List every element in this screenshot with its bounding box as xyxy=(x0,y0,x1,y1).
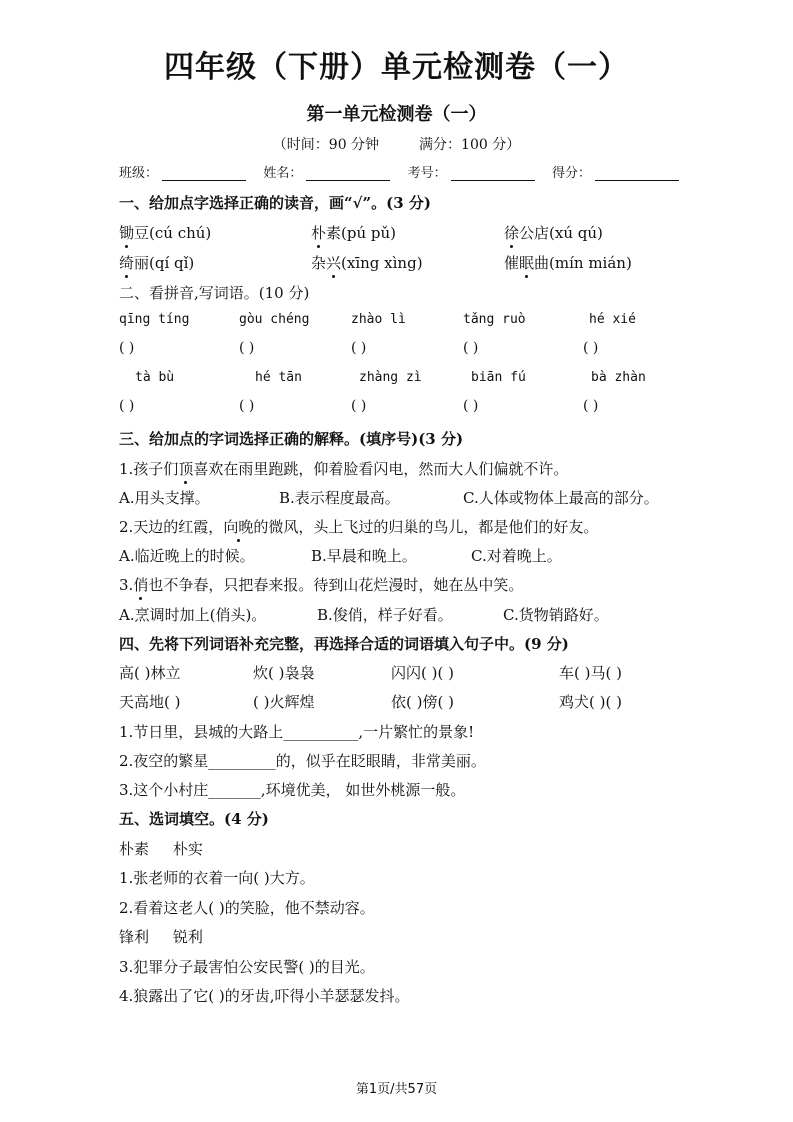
answer-paren[interactable]: ( ) xyxy=(351,340,367,356)
answer-paren[interactable]: ( ) xyxy=(463,340,479,356)
student-info-line xyxy=(119,162,679,181)
s4-sentence-3[interactable]: 3.这个小村庄_______,环境优美， 如世外桃源一般。 xyxy=(119,781,466,799)
idiom-blank[interactable]: 闪闪( )( ) xyxy=(391,664,454,682)
pinyin-prompt: zhào lì xyxy=(351,312,406,327)
pinyin-prompt: zhàng zì xyxy=(359,370,422,385)
idiom-blank[interactable]: 高( )林立 xyxy=(119,664,181,682)
s3-question-1: 1.孩子们顶喜欢在雨里跑跳，仰着脸看闪电，然而大人们偏就不许。 xyxy=(119,460,569,478)
answer-paren[interactable]: ( ) xyxy=(119,398,135,414)
answer-paren[interactable]: ( ) xyxy=(583,398,599,414)
s3-options-1 xyxy=(119,487,659,508)
class-label: 班级： xyxy=(119,166,159,181)
s5-question-4[interactable]: 4.狼露出了它( )的牙齿,吓得小羊瑟瑟发抖。 xyxy=(119,987,410,1005)
pinyin-choice-item: 杂兴(xīng xìng) xyxy=(311,254,423,272)
pinyin-prompt: tà bù xyxy=(135,370,175,385)
class-blank[interactable] xyxy=(162,166,246,181)
option-a: A.用头支撑。 xyxy=(119,489,210,507)
option-b: B.早晨和晚上。 xyxy=(311,547,417,565)
section-3-title: 三、给加点的字词选择正确的解释。(填序号)(3 分) xyxy=(119,430,464,448)
answer-row-2 xyxy=(119,398,598,414)
pinyin-choice-item: 催眠曲(mín mián) xyxy=(504,254,632,272)
option-c: C.货物销路好。 xyxy=(503,606,609,624)
score-label: 得分： xyxy=(551,166,591,181)
pinyin-prompt: hé tān xyxy=(255,370,302,385)
word-pair-1: 朴素 朴实 xyxy=(119,840,203,858)
pinyin-row-1 xyxy=(119,312,636,327)
idiom-blank[interactable]: ( )火辉煌 xyxy=(253,693,315,711)
option-b: B.表示程度最高。 xyxy=(279,489,400,507)
pinyin-choice-item: 徐公店(xú qú) xyxy=(504,224,603,242)
pinyin-prompt: qīng tíng xyxy=(119,312,190,327)
pinyin-prompt: gòu chéng xyxy=(239,312,310,327)
idiom-blank[interactable]: 车( )马( ) xyxy=(559,664,622,682)
option-a: A.临近晚上的时候。 xyxy=(119,547,255,565)
s3-options-3 xyxy=(119,604,609,625)
s4-sentence-1[interactable]: 1.节日里，县城的大路上__________,一片繁忙的景象! xyxy=(119,723,475,741)
page-number: 第1页/共57页 xyxy=(355,1082,438,1097)
main-title: 四年级（下册）单元检测卷（一） xyxy=(164,50,629,85)
answer-paren[interactable]: ( ) xyxy=(583,340,599,356)
number-label: 考号： xyxy=(407,166,447,181)
option-a: A.烹调时加上(俏头)。 xyxy=(119,606,267,624)
idiom-row-1 xyxy=(119,662,622,683)
pinyin-prompt: tǎng ruò xyxy=(463,312,526,327)
s3-question-3: 3.俏也不争春，只把春来报。待到山花烂漫时，她在丛中笑。 xyxy=(119,576,524,594)
option-c: C.对着晚上。 xyxy=(471,547,562,565)
pinyin-choice-item: 锄豆(cú chú) xyxy=(119,224,212,242)
name-label: 姓名： xyxy=(263,166,303,181)
option-c: C.人体或物体上最高的部分。 xyxy=(463,489,659,507)
full-score: 满分：100 分） xyxy=(419,137,521,153)
exam-time-info xyxy=(0,134,793,154)
s5-question-3[interactable]: 3.犯罪分子最害怕公安民警( )的目光。 xyxy=(119,958,375,976)
idiom-row-2 xyxy=(119,691,622,712)
s5-question-1[interactable]: 1.张老师的衣着一向( )大方。 xyxy=(119,869,315,887)
s4-sentence-2[interactable]: 2.夜空的繁星_________的，似乎在眨眼睛，非常美丽。 xyxy=(119,752,486,770)
pinyin-prompt: bà zhàn xyxy=(591,370,646,385)
idiom-blank[interactable]: 炊( )袅袅 xyxy=(253,664,315,682)
section-2-title: 二、看拼音,写词语。(10 分) xyxy=(119,284,310,302)
answer-paren[interactable]: ( ) xyxy=(239,340,255,356)
section-1-row-1 xyxy=(119,222,603,243)
idiom-blank[interactable]: 鸡犬( )( ) xyxy=(559,693,622,711)
section-5-title: 五、选词填空。(4 分) xyxy=(119,810,269,828)
time-limit: （时间：90 分钟 xyxy=(272,137,380,153)
answer-paren[interactable]: ( ) xyxy=(239,398,255,414)
section-4-title: 四、先将下列词语补充完整，再选择合适的词语填入句子中。(9 分) xyxy=(119,635,569,653)
pinyin-prompt: biān fú xyxy=(471,370,526,385)
score-blank[interactable] xyxy=(595,166,679,181)
answer-paren[interactable]: ( ) xyxy=(119,340,135,356)
pinyin-choice-item: 朴素(pú pǔ) xyxy=(311,224,397,242)
s3-question-2: 2.天边的红霞，向晚的微风，头上飞过的归巢的鸟儿，都是他们的好友。 xyxy=(119,518,599,536)
section-1-title: 一、给加点字选择正确的读音，画“√”。(3 分) xyxy=(119,194,431,212)
sub-title: 第一单元检测卷（一） xyxy=(306,104,487,125)
idiom-blank[interactable]: 天高地( ) xyxy=(119,693,181,711)
s3-options-2 xyxy=(119,545,562,566)
name-blank[interactable] xyxy=(306,166,390,181)
answer-paren[interactable]: ( ) xyxy=(463,398,479,414)
s5-question-2[interactable]: 2.看着这老人( )的笑脸，他不禁动容。 xyxy=(119,899,375,917)
option-b: B.俊俏，样子好看。 xyxy=(317,606,453,624)
answer-paren[interactable]: ( ) xyxy=(351,398,367,414)
word-pair-2: 锋利 锐利 xyxy=(119,928,203,946)
pinyin-prompt: hé xié xyxy=(589,312,636,327)
pinyin-row-2 xyxy=(119,370,646,385)
section-1-row-2 xyxy=(119,252,632,273)
pinyin-choice-item: 绮丽(qí qǐ) xyxy=(119,254,195,272)
idiom-blank[interactable]: 依( )傍( ) xyxy=(391,693,454,711)
answer-row-1 xyxy=(119,340,598,356)
number-blank[interactable] xyxy=(451,166,535,181)
